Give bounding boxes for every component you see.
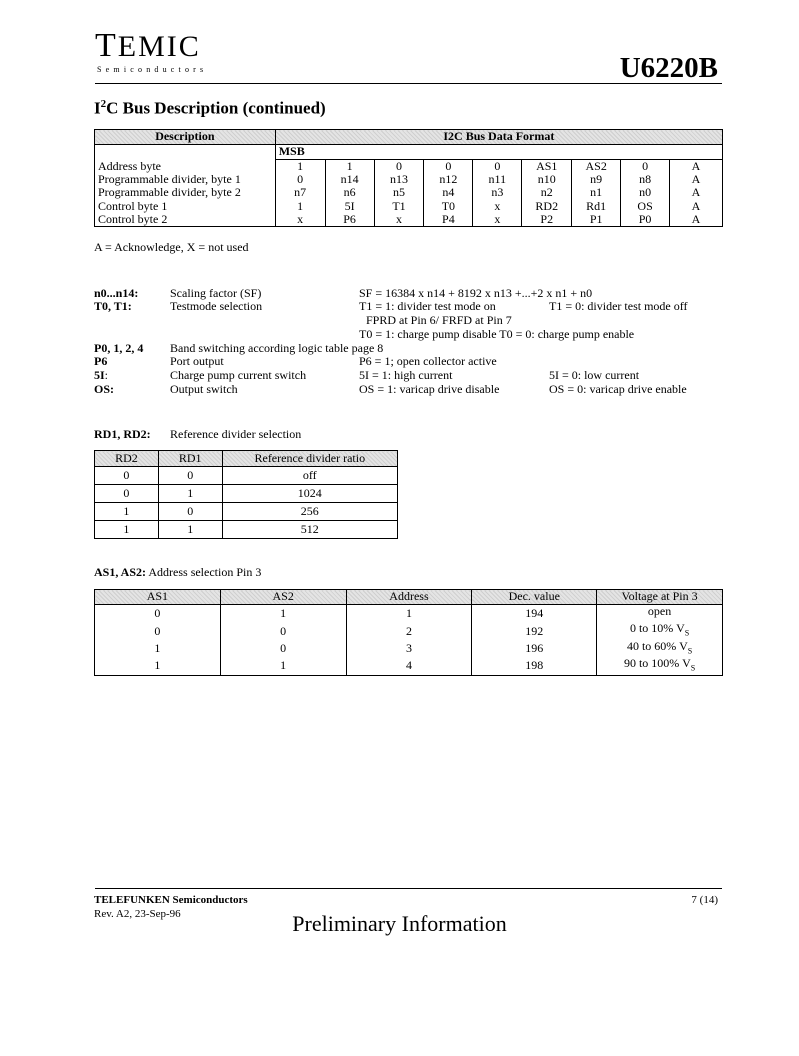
bit-cell: n11 bbox=[473, 173, 522, 186]
bit-cell: 0 bbox=[621, 160, 670, 174]
bit-cell: x bbox=[275, 213, 325, 227]
table-row bbox=[95, 657, 723, 675]
def-term-os: OS: bbox=[94, 382, 115, 396]
row-description: Address byte bbox=[95, 160, 276, 174]
table-cell: 90 to 100% $V_S$ bbox=[597, 657, 723, 675]
ack-cell: A bbox=[670, 213, 723, 227]
header-divider bbox=[95, 83, 722, 84]
table-cell: 194 bbox=[472, 605, 597, 623]
table-cell: 256 bbox=[222, 503, 397, 521]
bit-cell: 0 bbox=[275, 173, 325, 186]
bit-cell: 1 bbox=[275, 160, 325, 174]
table-row bbox=[95, 145, 723, 160]
rd-label: Reference divider selection bbox=[170, 427, 302, 441]
table-cell: 1 bbox=[158, 521, 222, 539]
bit-cell: AS1 bbox=[522, 160, 572, 174]
table-row bbox=[95, 605, 723, 623]
row-description: Programmable divider, byte 2 bbox=[95, 186, 276, 199]
bit-cell: 0 bbox=[374, 160, 424, 174]
table-cell: 1 bbox=[220, 605, 346, 623]
table-cell: 1 bbox=[95, 657, 221, 675]
def-name-5i: Charge pump current switch bbox=[170, 368, 307, 382]
i2c-data-format-table bbox=[94, 129, 723, 227]
table-cell: 0 bbox=[220, 622, 346, 639]
bit-cell: x bbox=[473, 213, 522, 227]
def-value-t1-on: T1 = 1: divider test mode on bbox=[359, 299, 496, 313]
def-name-n: Scaling factor (SF) bbox=[170, 286, 262, 300]
col-header: Reference divider ratio bbox=[222, 451, 397, 467]
table-row bbox=[95, 130, 723, 145]
table-cell: 1024 bbox=[222, 485, 397, 503]
table-cell: off bbox=[222, 467, 397, 485]
table-row bbox=[95, 485, 398, 503]
table-row bbox=[95, 160, 723, 174]
table-cell: 0 bbox=[95, 467, 159, 485]
bit-cell: P6 bbox=[325, 213, 374, 227]
table-row bbox=[95, 451, 398, 467]
col-header: Dec. value bbox=[472, 590, 597, 605]
bit-cell: 5I bbox=[325, 200, 374, 213]
bit-cell: 1 bbox=[325, 160, 374, 174]
table-cell: 0 bbox=[95, 622, 221, 639]
bit-cell: n14 bbox=[325, 173, 374, 186]
bit-cell: T1 bbox=[374, 200, 424, 213]
bit-cell: P2 bbox=[522, 213, 572, 227]
bit-cell: P4 bbox=[424, 213, 473, 227]
table-cell: open bbox=[597, 605, 723, 623]
header-data-format: I2C Bus Data Format bbox=[275, 130, 722, 145]
address-selection-table bbox=[94, 589, 723, 676]
bit-cell: 1 bbox=[275, 200, 325, 213]
table-cell: 1 bbox=[95, 503, 159, 521]
bit-cell: n0 bbox=[621, 186, 670, 199]
row-description: Control byte 1 bbox=[95, 200, 276, 213]
def-name-p: Band switching according logic table page 8 bbox=[170, 341, 384, 355]
bit-cell: n12 bbox=[424, 173, 473, 186]
bit-cell: x bbox=[374, 213, 424, 227]
footer-divider bbox=[95, 888, 722, 889]
page-number: 7 (14) bbox=[691, 894, 718, 906]
bit-cell: n7 bbox=[275, 186, 325, 199]
bit-cell: 0 bbox=[424, 160, 473, 174]
table-row bbox=[95, 200, 723, 213]
def-name-p6: Port output bbox=[170, 354, 224, 368]
bit-cell: 0 bbox=[473, 160, 522, 174]
def-value-p6: P6 = 1; open collector active bbox=[359, 354, 497, 368]
logo-subtitle: Semiconductors bbox=[97, 65, 208, 74]
table-row bbox=[95, 213, 723, 227]
def-term-p: P0, 1, 2, 4 bbox=[94, 341, 144, 355]
table-cell: 0 bbox=[95, 605, 221, 623]
ack-cell: A bbox=[670, 173, 723, 186]
bit-cell: n2 bbox=[522, 186, 572, 199]
footer-revision: Rev. A2, 23-Sep-96 bbox=[94, 908, 181, 920]
def-value-t1-note: FPRD at Pin 6/ FRFD at Pin 7 bbox=[366, 313, 512, 327]
table-cell: 512 bbox=[222, 521, 397, 539]
table-row bbox=[95, 186, 723, 199]
table-cell: 198 bbox=[472, 657, 597, 675]
msb-label: MSB bbox=[275, 145, 722, 160]
def-value-os-0: OS = 0: varicap drive enable bbox=[549, 382, 687, 396]
table-cell bbox=[95, 145, 276, 160]
part-number: U6220B bbox=[619, 52, 718, 84]
table-cell: 40 to 60% $V_S$ bbox=[597, 640, 723, 657]
def-term-5i: 5I: bbox=[94, 368, 109, 382]
bit-cell: RD2 bbox=[522, 200, 572, 213]
as-heading: AS1, AS2: Address selection Pin 3 bbox=[94, 565, 262, 579]
def-value-5i-high: 5I = 1: high current bbox=[359, 368, 453, 382]
logo-text: EMIC bbox=[117, 30, 201, 63]
def-term-p6: P6 bbox=[94, 354, 108, 368]
preliminary-notice: Preliminary Information bbox=[292, 911, 507, 936]
table-cell: 192 bbox=[472, 622, 597, 639]
table-cell: 0 bbox=[158, 467, 222, 485]
table-cell: 0 bbox=[95, 485, 159, 503]
table-cell: 3 bbox=[346, 640, 472, 657]
row-description: Programmable divider, byte 1 bbox=[95, 173, 276, 186]
table-cell: 1 bbox=[158, 485, 222, 503]
table-row bbox=[95, 503, 398, 521]
table-cell: 1 bbox=[346, 605, 472, 623]
ack-cell: A bbox=[670, 200, 723, 213]
bit-cell: n5 bbox=[374, 186, 424, 199]
def-value-os-1: OS = 1: varicap drive disable bbox=[359, 382, 500, 396]
table-cell: 1 bbox=[95, 640, 221, 657]
col-header: RD1 bbox=[158, 451, 222, 467]
table-cell: 196 bbox=[472, 640, 597, 657]
table-cell: 2 bbox=[346, 622, 472, 639]
reference-divider-table bbox=[94, 450, 398, 539]
bit-cell: n4 bbox=[424, 186, 473, 199]
ack-note: A = Acknowledge, X = not used bbox=[94, 240, 249, 254]
logo-initial: T bbox=[95, 27, 118, 64]
ack-cell: A bbox=[670, 160, 723, 174]
bit-cell: n8 bbox=[621, 173, 670, 186]
def-value-n: SF = 16384 x n14 + 8192 x n13 +...+2 x n1 + n0 bbox=[359, 286, 593, 300]
bit-cell: Rd1 bbox=[572, 200, 621, 213]
table-row bbox=[95, 622, 723, 639]
table-row bbox=[95, 590, 723, 605]
bit-cell: x bbox=[473, 200, 522, 213]
col-header: AS2 bbox=[220, 590, 346, 605]
footer-company: TELEFUNKEN Semiconductors bbox=[94, 894, 248, 906]
table-row bbox=[95, 521, 398, 539]
section-title: $I^2C$ Bus Description (continued) bbox=[94, 98, 326, 118]
bit-cell: n10 bbox=[522, 173, 572, 186]
bit-cell: OS bbox=[621, 200, 670, 213]
def-name-t: Testmode selection bbox=[170, 299, 263, 313]
def-name-os: Output switch bbox=[170, 382, 238, 396]
bit-cell: P1 bbox=[572, 213, 621, 227]
def-value-t0: T0 = 1: charge pump disable T0 = 0: charge pump enable bbox=[359, 327, 635, 341]
rd-term: RD1, RD2: bbox=[94, 427, 151, 441]
bit-cell: n1 bbox=[572, 186, 621, 199]
company-logo bbox=[95, 27, 201, 64]
table-cell: 0 bbox=[158, 503, 222, 521]
row-description: Control byte 2 bbox=[95, 213, 276, 227]
def-term-t: T0, T1: bbox=[94, 299, 132, 313]
col-header: Address bbox=[346, 590, 472, 605]
bit-cell: AS2 bbox=[572, 160, 621, 174]
bit-cell: T0 bbox=[424, 200, 473, 213]
def-value-5i-low: 5I = 0: low current bbox=[549, 368, 640, 382]
def-value-t1-off: T1 = 0: divider test mode off bbox=[549, 299, 688, 313]
table-cell: 0 bbox=[220, 640, 346, 657]
table-cell: 4 bbox=[346, 657, 472, 675]
table-row bbox=[95, 467, 398, 485]
bit-cell: n9 bbox=[572, 173, 621, 186]
bit-cell: P0 bbox=[621, 213, 670, 227]
bit-cell: n6 bbox=[325, 186, 374, 199]
bit-cell: n3 bbox=[473, 186, 522, 199]
def-term-n: n0...n14: bbox=[94, 286, 139, 300]
table-cell: 0 to 10% $V_S$ bbox=[597, 622, 723, 639]
col-header: Voltage at Pin 3 bbox=[597, 590, 723, 605]
table-row bbox=[95, 640, 723, 657]
col-header: RD2 bbox=[95, 451, 159, 467]
table-cell: 1 bbox=[95, 521, 159, 539]
table-cell: 1 bbox=[220, 657, 346, 675]
bit-cell: n13 bbox=[374, 173, 424, 186]
ack-cell: A bbox=[670, 186, 723, 199]
col-header: AS1 bbox=[95, 590, 221, 605]
header-description: Description bbox=[95, 130, 276, 145]
